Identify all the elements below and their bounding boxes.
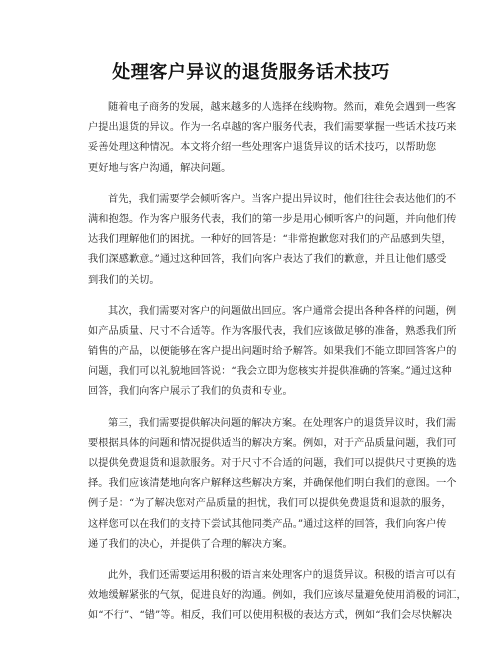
- text-line: 如产品质量、尺寸不合适等。作为客服代表，我们应该做足够的准备，熟悉我们所: [88, 325, 457, 337]
- text-line: 我们深感歉意。”通过这种回答，我们向客户表达了我们的歉意，并且让他们感受: [88, 254, 447, 266]
- document-title: 处理客户异议的退货服务话术技巧: [112, 62, 390, 83]
- paragraph: [88, 98, 457, 179]
- text-line: 回答，我们向客户展示了我们的负责和专业。: [88, 386, 293, 398]
- paragraph: [88, 302, 457, 403]
- text-line: 随着电子商务的发展，越来越多的人选择在线购物。然而，难免会遇到一些客: [108, 102, 457, 113]
- text-line: 销售的产品，以便能够在客户提出问题时给予解答。如果我们不能立即回答客户的: [88, 346, 457, 358]
- text-line: 首先，我们需要学会倾听客户。当客户提出异议时，他们往往会表达他们的不: [108, 193, 457, 205]
- text-line: 到我们的关切。: [88, 274, 160, 286]
- text-line: 如“不行”、“错”等。相反，我们可以使用积极的表达方式，例如“我们会尽快解决: [88, 610, 453, 622]
- text-line: 问题，我们可以礼貌地回答说：“我会立即为您核实并提供准确的答案。”通过这种: [88, 366, 452, 378]
- text-line: 第三，我们需要提供解决问题的解决方案。在处理客户的退货异议时，我们需: [108, 417, 457, 429]
- text-line: 此外，我们还需要运用积极的语言来处理客户的退货异议。积极的语言可以有: [108, 569, 457, 581]
- text-line: 户提出退货的异议。作为一名卓越的客户服务代表，我们需要掌握一些话术技巧来: [88, 122, 457, 134]
- text-line: 这样您可以在我们的支持下尝试其他同类产品。”通过这样的回答，我们向客户传: [88, 518, 447, 530]
- paragraph: [88, 190, 457, 291]
- text-line: 妥善处理这种情况。本文将介绍一些处理客户退货异议的话术技巧，以帮助您: [88, 142, 437, 154]
- text-line: 满和抱怨。作为客户服务代表，我们的第一步是用心倾听客户的问题，并向他们传: [88, 213, 457, 225]
- paragraph: [88, 414, 457, 555]
- text-line: 择。我们应该清楚地向客户解释这些解决方案，并确保他们明白我们的意图。一个: [88, 478, 457, 490]
- paragraph: [88, 566, 467, 627]
- text-line: 递了我们的决心，并提供了合理的解决方案。: [88, 538, 293, 550]
- text-line: 要根据具体的问题和情况提供适当的解决方案。例如，对于产品质量问题，我们可: [88, 437, 457, 449]
- text-line: 效地缓解紧张的气氛，促进良好的沟通。例如，我们应该尽量避免使用消极的词汇，: [88, 590, 467, 602]
- text-line: 其次，我们需要对客户的问题做出回应。客户通常会提出各种各样的问题，例: [108, 305, 457, 317]
- text-line: 达我们理解他们的困扰。一种好的回答是：“非常抱歉您对我们的产品感到失望，: [88, 234, 452, 246]
- text-line: 例子是：“为了解决您对产品质量的担忧，我们可以提供免费退货和退款的服务，: [88, 498, 452, 510]
- text-line: 以提供免费退货和退款服务。对于尺寸不合适的问题，我们可以提供尺寸更换的选: [88, 458, 457, 469]
- document-body: [88, 98, 467, 638]
- text-line: 更好地与客户沟通，解决问题。: [88, 162, 232, 174]
